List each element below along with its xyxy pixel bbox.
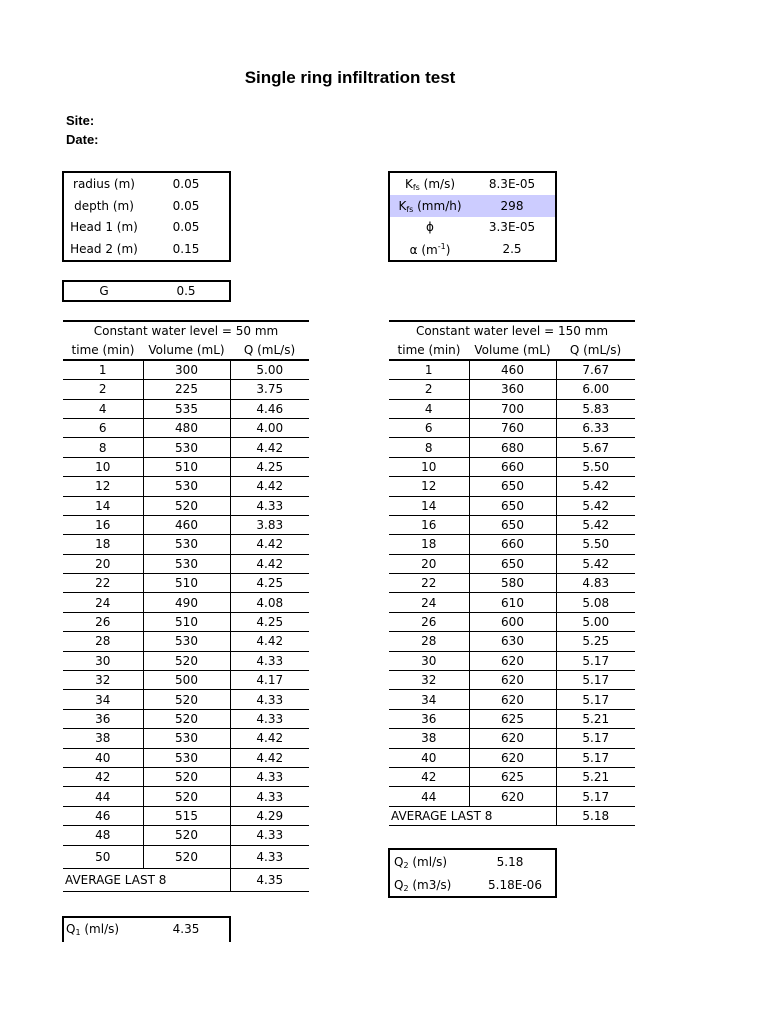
table-row bbox=[389, 748, 635, 767]
g-box bbox=[62, 280, 231, 302]
results-box bbox=[388, 171, 557, 262]
q-cell: 5.17 bbox=[556, 787, 635, 806]
volume-cell: 300 bbox=[143, 360, 230, 380]
column-header: time (min) bbox=[389, 340, 469, 359]
volume-cell: 520 bbox=[143, 651, 230, 670]
q2-label: $Q_2$ (m3/s) bbox=[394, 877, 452, 893]
param-row bbox=[64, 238, 229, 260]
volume-cell: 535 bbox=[143, 399, 230, 418]
volume-cell: 520 bbox=[143, 845, 230, 868]
volume-cell: 760 bbox=[469, 418, 556, 437]
time-cell: 28 bbox=[63, 632, 143, 651]
time-cell: 40 bbox=[389, 748, 469, 767]
result-label: $K_{fs}$ (mm/h) bbox=[398, 198, 462, 214]
result-value: 3.3E-05 bbox=[488, 220, 536, 234]
volume-cell: 530 bbox=[143, 729, 230, 748]
table-row bbox=[63, 360, 309, 380]
volume-cell: 620 bbox=[469, 671, 556, 690]
q-cell: 4.42 bbox=[230, 554, 309, 573]
time-cell: 1 bbox=[389, 360, 469, 380]
q1-value: 4.35 bbox=[172, 922, 200, 936]
volume-cell: 650 bbox=[469, 496, 556, 515]
volume-cell: 520 bbox=[143, 690, 230, 709]
result-label: ϕ bbox=[426, 220, 434, 234]
time-cell: 26 bbox=[63, 612, 143, 631]
result-row bbox=[390, 216, 555, 238]
parameters-box bbox=[62, 171, 231, 262]
table-row bbox=[389, 632, 635, 651]
table-row bbox=[389, 380, 635, 399]
volume-cell: 625 bbox=[469, 767, 556, 786]
g-row bbox=[64, 282, 229, 300]
volume-cell: 660 bbox=[469, 535, 556, 554]
q-cell: 4.33 bbox=[230, 651, 309, 670]
q-cell: 5.42 bbox=[556, 477, 635, 496]
table-row bbox=[389, 671, 635, 690]
q-cell: 5.21 bbox=[556, 767, 635, 786]
q-cell: 5.83 bbox=[556, 399, 635, 418]
volume-cell: 510 bbox=[143, 612, 230, 631]
volume-cell: 530 bbox=[143, 748, 230, 767]
table-row bbox=[63, 651, 309, 670]
table-row bbox=[389, 535, 635, 554]
volume-cell: 490 bbox=[143, 593, 230, 612]
volume-cell: 530 bbox=[143, 535, 230, 554]
result-row bbox=[390, 173, 555, 195]
time-cell: 42 bbox=[389, 767, 469, 786]
volume-cell: 650 bbox=[469, 515, 556, 534]
q-cell: 4.33 bbox=[230, 767, 309, 786]
table-row bbox=[389, 496, 635, 515]
time-cell: 14 bbox=[63, 496, 143, 515]
q-cell: 5.25 bbox=[556, 632, 635, 651]
q1-label: $Q_1$ (ml/s) bbox=[66, 921, 120, 937]
table-row bbox=[63, 438, 309, 457]
page-title: Single ring infiltration test bbox=[244, 68, 456, 87]
table-row bbox=[63, 593, 309, 612]
q-cell: 5.42 bbox=[556, 496, 635, 515]
q-cell: 4.33 bbox=[230, 845, 309, 868]
average-label: AVERAGE LAST 8 bbox=[389, 806, 556, 825]
g-value: 0.5 bbox=[176, 284, 196, 298]
time-cell: 50 bbox=[63, 845, 143, 868]
table-row bbox=[389, 767, 635, 786]
time-cell: 2 bbox=[63, 380, 143, 399]
time-cell: 32 bbox=[389, 671, 469, 690]
volume-cell: 625 bbox=[469, 709, 556, 728]
time-cell: 18 bbox=[389, 535, 469, 554]
time-cell: 16 bbox=[389, 515, 469, 534]
table-row bbox=[389, 593, 635, 612]
volume-cell: 510 bbox=[143, 457, 230, 476]
q-cell: 6.00 bbox=[556, 380, 635, 399]
time-cell: 4 bbox=[63, 399, 143, 418]
q-cell: 5.00 bbox=[230, 360, 309, 380]
time-cell: 12 bbox=[63, 477, 143, 496]
table-row bbox=[63, 690, 309, 709]
q-cell: 4.42 bbox=[230, 535, 309, 554]
volume-cell: 520 bbox=[143, 496, 230, 515]
table-title: Constant water level = 150 mm bbox=[389, 321, 635, 340]
time-cell: 8 bbox=[63, 438, 143, 457]
time-cell: 10 bbox=[63, 457, 143, 476]
q-cell: 4.83 bbox=[556, 574, 635, 593]
table-row bbox=[63, 671, 309, 690]
q-cell: 4.00 bbox=[230, 418, 309, 437]
volume-cell: 700 bbox=[469, 399, 556, 418]
volume-cell: 510 bbox=[143, 574, 230, 593]
q2-value: 5.18 bbox=[496, 855, 524, 869]
volume-cell: 520 bbox=[143, 826, 230, 845]
table-row bbox=[63, 535, 309, 554]
time-cell: 46 bbox=[63, 806, 143, 825]
time-cell: 4 bbox=[389, 399, 469, 418]
q-cell: 4.46 bbox=[230, 399, 309, 418]
param-value: 0.05 bbox=[172, 199, 200, 213]
table-row bbox=[389, 457, 635, 476]
q-cell: 5.67 bbox=[556, 438, 635, 457]
table-row bbox=[63, 632, 309, 651]
time-cell: 10 bbox=[389, 457, 469, 476]
volume-cell: 460 bbox=[143, 515, 230, 534]
q-cell: 4.42 bbox=[230, 632, 309, 651]
param-label: depth (m) bbox=[74, 199, 134, 213]
time-cell: 34 bbox=[63, 690, 143, 709]
q-cell: 5.00 bbox=[556, 612, 635, 631]
time-cell: 16 bbox=[63, 515, 143, 534]
table-row bbox=[63, 418, 309, 437]
table-row bbox=[63, 767, 309, 786]
q2-value: 5.18E-06 bbox=[488, 878, 542, 892]
q-cell: 3.75 bbox=[230, 380, 309, 399]
column-header: Volume (mL) bbox=[143, 340, 230, 359]
table-row bbox=[63, 709, 309, 728]
table-150mm bbox=[389, 320, 635, 826]
time-cell: 6 bbox=[63, 418, 143, 437]
table-row bbox=[63, 826, 309, 845]
time-cell: 8 bbox=[389, 438, 469, 457]
time-cell: 44 bbox=[389, 787, 469, 806]
q2-row bbox=[390, 874, 555, 896]
average-label: AVERAGE LAST 8 bbox=[63, 868, 230, 891]
result-value: 2.5 bbox=[502, 242, 522, 256]
table-row bbox=[389, 438, 635, 457]
table-row bbox=[389, 360, 635, 380]
time-cell: 1 bbox=[63, 360, 143, 380]
param-value: 0.05 bbox=[172, 177, 200, 191]
table-row bbox=[63, 380, 309, 399]
column-header: Volume (mL) bbox=[469, 340, 556, 359]
q-cell: 3.83 bbox=[230, 515, 309, 534]
table-row bbox=[63, 574, 309, 593]
volume-cell: 530 bbox=[143, 554, 230, 573]
q-cell: 5.50 bbox=[556, 535, 635, 554]
q-cell: 4.42 bbox=[230, 477, 309, 496]
time-cell: 38 bbox=[63, 729, 143, 748]
q-cell: 5.17 bbox=[556, 671, 635, 690]
time-cell: 22 bbox=[389, 574, 469, 593]
volume-cell: 620 bbox=[469, 787, 556, 806]
result-row bbox=[390, 238, 555, 260]
table-row bbox=[389, 554, 635, 573]
volume-cell: 480 bbox=[143, 418, 230, 437]
q-cell: 4.08 bbox=[230, 593, 309, 612]
date-label: Date: bbox=[66, 132, 99, 147]
time-cell: 44 bbox=[63, 787, 143, 806]
q-cell: 5.08 bbox=[556, 593, 635, 612]
q1-row bbox=[64, 918, 229, 940]
param-value: 0.15 bbox=[172, 242, 200, 256]
param-row bbox=[64, 173, 229, 195]
table-row bbox=[389, 477, 635, 496]
q-cell: 5.42 bbox=[556, 554, 635, 573]
time-cell: 24 bbox=[63, 593, 143, 612]
q-cell: 5.17 bbox=[556, 748, 635, 767]
table-row bbox=[389, 787, 635, 806]
volume-cell: 630 bbox=[469, 632, 556, 651]
q-cell: 4.17 bbox=[230, 671, 309, 690]
time-cell: 18 bbox=[63, 535, 143, 554]
table-row bbox=[63, 748, 309, 767]
q-cell: 4.25 bbox=[230, 457, 309, 476]
q2-label: $Q_2$ (ml/s) bbox=[394, 854, 448, 870]
time-cell: 12 bbox=[389, 477, 469, 496]
result-row-highlighted bbox=[390, 195, 555, 217]
param-row bbox=[64, 195, 229, 217]
volume-cell: 660 bbox=[469, 457, 556, 476]
q-cell: 4.25 bbox=[230, 574, 309, 593]
q-cell: 6.33 bbox=[556, 418, 635, 437]
time-cell: 48 bbox=[63, 826, 143, 845]
q-cell: 4.42 bbox=[230, 729, 309, 748]
table-row bbox=[63, 729, 309, 748]
param-value: 0.05 bbox=[172, 220, 200, 234]
q2-box bbox=[388, 848, 557, 898]
volume-cell: 225 bbox=[143, 380, 230, 399]
param-label: Head 2 (m) bbox=[70, 242, 138, 256]
volume-cell: 530 bbox=[143, 632, 230, 651]
table-title: Constant water level = 50 mm bbox=[63, 321, 309, 340]
q-cell: 4.33 bbox=[230, 496, 309, 515]
column-header: Q (mL/s) bbox=[230, 340, 309, 359]
time-cell: 38 bbox=[389, 729, 469, 748]
q-cell: 4.33 bbox=[230, 787, 309, 806]
table-row bbox=[63, 496, 309, 515]
time-cell: 34 bbox=[389, 690, 469, 709]
q-cell: 4.25 bbox=[230, 612, 309, 631]
table-row bbox=[63, 477, 309, 496]
table-row bbox=[63, 845, 309, 868]
volume-cell: 620 bbox=[469, 690, 556, 709]
volume-cell: 515 bbox=[143, 806, 230, 825]
table-row bbox=[63, 515, 309, 534]
param-label: Head 1 (m) bbox=[70, 220, 138, 234]
result-value: 298 bbox=[500, 199, 524, 213]
g-label: G bbox=[99, 284, 109, 298]
volume-cell: 600 bbox=[469, 612, 556, 631]
site-label: Site: bbox=[66, 113, 95, 128]
q-cell: 4.33 bbox=[230, 709, 309, 728]
volume-cell: 460 bbox=[469, 360, 556, 380]
table-row bbox=[389, 709, 635, 728]
average-value: 4.35 bbox=[230, 868, 309, 891]
table-row bbox=[389, 651, 635, 670]
volume-cell: 680 bbox=[469, 438, 556, 457]
q-cell: 5.17 bbox=[556, 729, 635, 748]
param-row bbox=[64, 216, 229, 238]
volume-cell: 500 bbox=[143, 671, 230, 690]
volume-cell: 610 bbox=[469, 593, 556, 612]
column-header: time (min) bbox=[63, 340, 143, 359]
table-row bbox=[389, 574, 635, 593]
q-cell: 4.42 bbox=[230, 748, 309, 767]
average-row bbox=[389, 806, 635, 825]
time-cell: 26 bbox=[389, 612, 469, 631]
table-row bbox=[63, 399, 309, 418]
volume-cell: 650 bbox=[469, 477, 556, 496]
volume-cell: 520 bbox=[143, 709, 230, 728]
average-value: 5.18 bbox=[556, 806, 635, 825]
table-row bbox=[389, 399, 635, 418]
table-row bbox=[389, 612, 635, 631]
column-header: Q (mL/s) bbox=[556, 340, 635, 359]
volume-cell: 620 bbox=[469, 729, 556, 748]
time-cell: 20 bbox=[63, 554, 143, 573]
volume-cell: 530 bbox=[143, 477, 230, 496]
time-cell: 14 bbox=[389, 496, 469, 515]
q-cell: 5.42 bbox=[556, 515, 635, 534]
table-row bbox=[63, 806, 309, 825]
time-cell: 30 bbox=[63, 651, 143, 670]
table-row bbox=[63, 612, 309, 631]
time-cell: 30 bbox=[389, 651, 469, 670]
volume-cell: 360 bbox=[469, 380, 556, 399]
time-cell: 2 bbox=[389, 380, 469, 399]
result-value: 8.3E-05 bbox=[488, 177, 536, 191]
time-cell: 24 bbox=[389, 593, 469, 612]
q2-row bbox=[390, 851, 555, 873]
table-row bbox=[389, 690, 635, 709]
q-cell: 7.67 bbox=[556, 360, 635, 380]
volume-cell: 620 bbox=[469, 651, 556, 670]
volume-cell: 530 bbox=[143, 438, 230, 457]
q-cell: 4.29 bbox=[230, 806, 309, 825]
volume-cell: 520 bbox=[143, 787, 230, 806]
volume-cell: 520 bbox=[143, 767, 230, 786]
time-cell: 6 bbox=[389, 418, 469, 437]
result-label: $K_{fs}$ (m/s) bbox=[404, 176, 456, 192]
time-cell: 20 bbox=[389, 554, 469, 573]
table-row bbox=[389, 418, 635, 437]
time-cell: 22 bbox=[63, 574, 143, 593]
q-cell: 5.17 bbox=[556, 690, 635, 709]
average-row bbox=[63, 868, 309, 891]
time-cell: 42 bbox=[63, 767, 143, 786]
table-row bbox=[63, 457, 309, 476]
q-cell: 5.50 bbox=[556, 457, 635, 476]
time-cell: 36 bbox=[63, 709, 143, 728]
table-50mm bbox=[63, 320, 309, 892]
q1-box bbox=[62, 916, 231, 942]
q-cell: 4.33 bbox=[230, 690, 309, 709]
table-row bbox=[63, 787, 309, 806]
q-cell: 5.21 bbox=[556, 709, 635, 728]
table-row bbox=[389, 729, 635, 748]
result-label: α $(m^{-1})$ bbox=[409, 241, 451, 257]
time-cell: 32 bbox=[63, 671, 143, 690]
volume-cell: 650 bbox=[469, 554, 556, 573]
q-cell: 5.17 bbox=[556, 651, 635, 670]
time-cell: 36 bbox=[389, 709, 469, 728]
q-cell: 4.42 bbox=[230, 438, 309, 457]
table-row bbox=[63, 554, 309, 573]
param-label: radius (m) bbox=[73, 177, 135, 191]
time-cell: 40 bbox=[63, 748, 143, 767]
time-cell: 28 bbox=[389, 632, 469, 651]
volume-cell: 580 bbox=[469, 574, 556, 593]
table-row bbox=[389, 515, 635, 534]
q-cell: 4.33 bbox=[230, 826, 309, 845]
volume-cell: 620 bbox=[469, 748, 556, 767]
